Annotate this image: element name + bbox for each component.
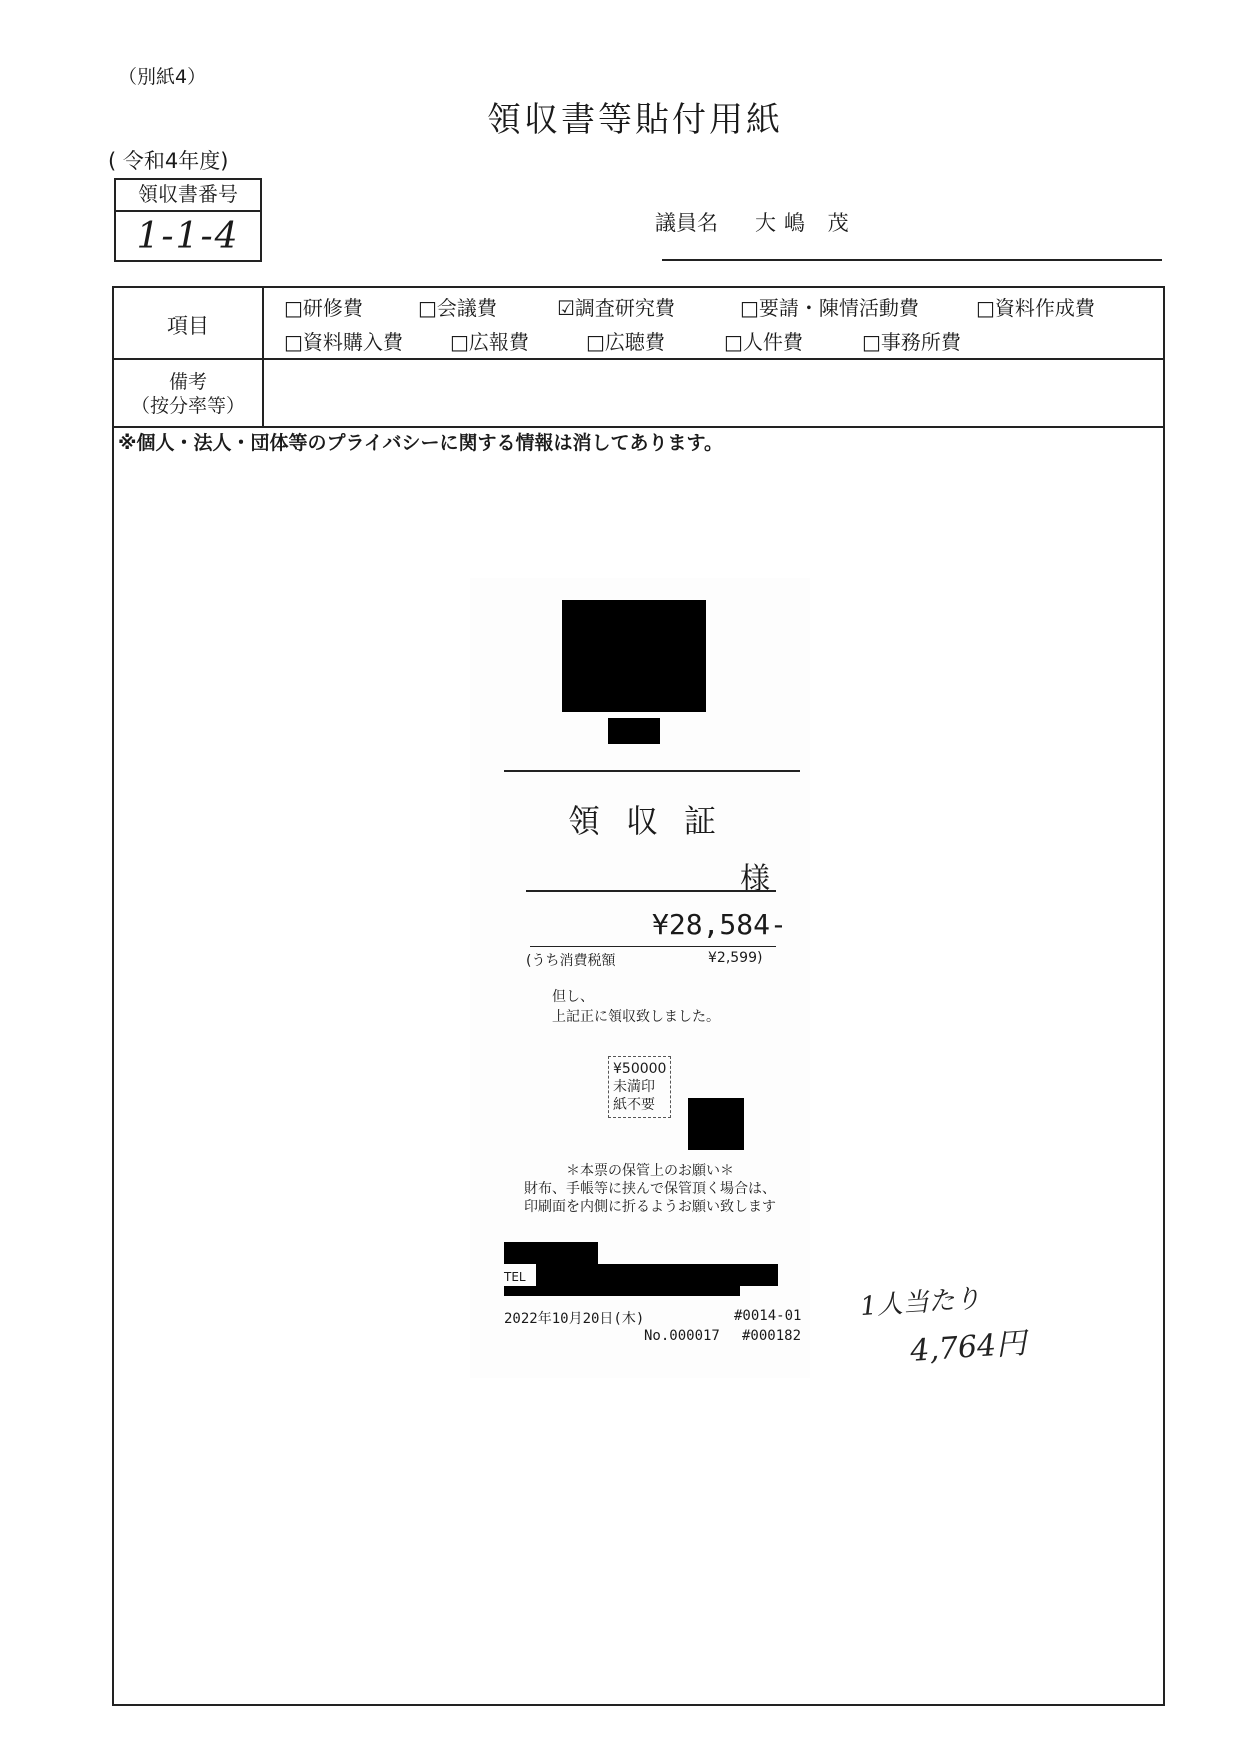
storage-note <box>510 1162 790 1216</box>
redacted-phone <box>536 1264 778 1286</box>
redacted-phone-tail <box>504 1286 740 1296</box>
remark-label-sub: （按分率等） <box>130 395 245 417</box>
storage-note-line2: 財布、手帳等に挟んで保管頂く場合は、 <box>524 1181 776 1197</box>
storage-note-line3: 印刷面を内側に折るようお願い致します <box>524 1199 776 1215</box>
stamp-line1: ¥50000 <box>613 1061 667 1077</box>
item-label: 項目 <box>167 314 209 338</box>
storage-note-line1: ＊本票の保管上のお願い＊ <box>566 1163 734 1179</box>
receipt-amount: ¥28,584- <box>652 908 787 941</box>
redacted-address <box>504 1242 598 1264</box>
member-underline <box>662 259 1162 261</box>
amount-line <box>530 946 776 947</box>
remark-label-main: 備考 <box>168 371 207 393</box>
label-column-divider <box>262 288 264 426</box>
category-research[interactable]: ☑調査研究費 <box>557 296 675 320</box>
stamp-duty-note <box>608 1056 671 1118</box>
receipt-code-1: #0014-01 <box>734 1308 802 1324</box>
receipt-honorific: 様 <box>740 862 770 897</box>
stamp-line3: 紙不要 <box>613 1097 655 1113</box>
redacted-seal <box>688 1098 744 1150</box>
category-materials-purchase[interactable]: □資料購入費 <box>284 330 403 354</box>
redacted-logo <box>562 600 706 712</box>
category-meeting[interactable]: □会議費 <box>418 296 497 320</box>
remark-label <box>114 370 262 418</box>
annex-label: （別紙4） <box>118 66 207 88</box>
receipt-code-2: #000182 <box>742 1328 802 1344</box>
category-office[interactable]: □事務所費 <box>862 330 961 354</box>
stamp-line2: 未満印 <box>613 1079 655 1095</box>
receipt-number-box <box>114 178 262 262</box>
member-name: 大嶋 茂 <box>755 211 857 235</box>
privacy-note: ※個人・法人・団体等のプライバシーに関する情報は消してあります。 <box>118 432 724 454</box>
receipt-title: 領収証 <box>568 802 743 840</box>
fiscal-year: ( 令和4年度) <box>108 149 229 173</box>
pasted-receipt <box>470 578 810 1378</box>
tel-label: TEL <box>504 1270 526 1284</box>
category-materials-creation[interactable]: □資料作成費 <box>976 296 1095 320</box>
category-personnel[interactable]: □人件費 <box>724 330 803 354</box>
tax-value: ¥2,599) <box>708 950 763 966</box>
recipient-line <box>526 890 776 892</box>
tax-label: (うち消費税額 <box>526 953 616 969</box>
receipt-number-value: 1-1-4 <box>136 216 240 257</box>
member-label: 議員名 <box>655 211 718 235</box>
receipt-number: No.000017 <box>644 1328 720 1344</box>
category-training[interactable]: □研修費 <box>284 296 363 320</box>
category-public-hearing[interactable]: □広聴費 <box>586 330 665 354</box>
redacted-store-name <box>608 718 660 744</box>
receipt-number-label: 領収書番号 <box>116 180 260 212</box>
handwritten-per-person-amount: 4,764円 <box>909 1325 1028 1369</box>
category-petition[interactable]: □要請・陳情活動費 <box>740 296 919 320</box>
category-publicity[interactable]: □広報費 <box>450 330 529 354</box>
receipt-date: 2022年10月20日(木) <box>504 1311 645 1327</box>
proviso-line1: 但し、 <box>552 989 594 1005</box>
proviso-line2: 上記正に領収致しました。 <box>552 1009 720 1025</box>
row-divider-item <box>114 358 1163 360</box>
receipt-top-rule <box>504 770 800 772</box>
handwritten-per-person-label: 1人当たり <box>859 1283 982 1323</box>
page-title: 領収書等貼付用紙 <box>487 100 783 140</box>
